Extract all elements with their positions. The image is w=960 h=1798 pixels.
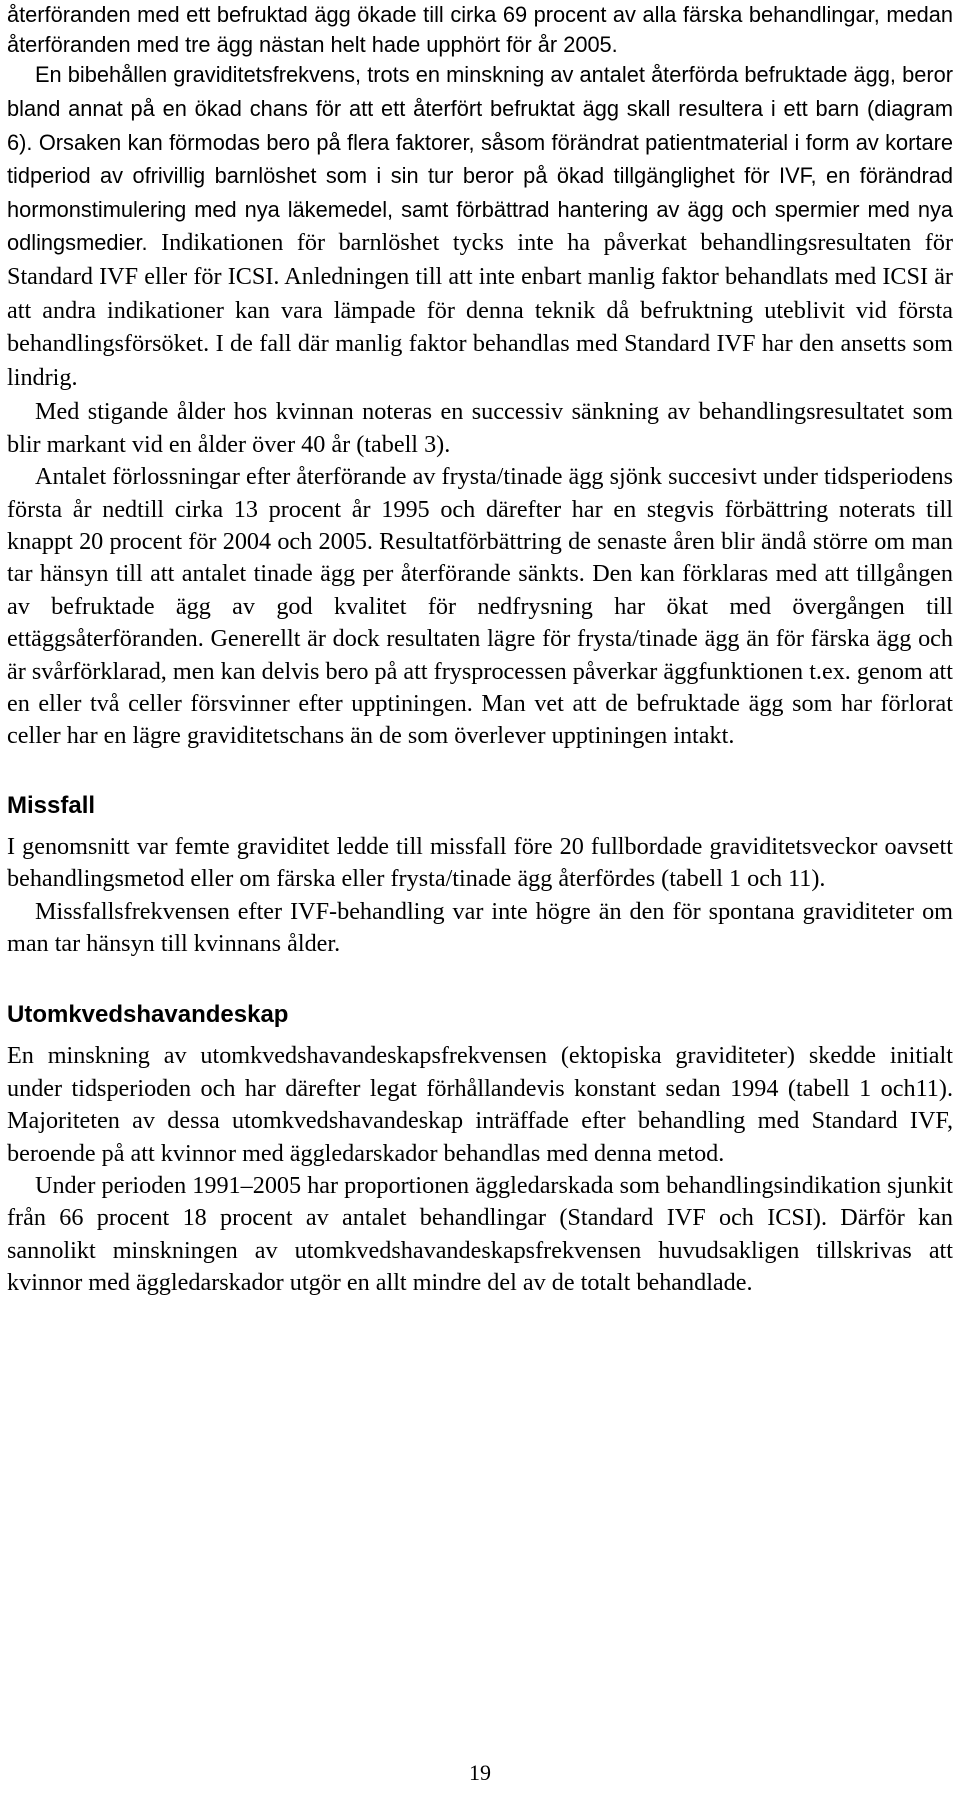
frozen-eggs-paragraph: Antalet förlossningar efter återförande av frysta/tinade ägg sjönk succesivt under tidsperiodens första år nedtill cirka 13 procent år 1995 och därefter har en stegvis förbättring noterats till knappt 20 procent för 2004 och 2005. Resultatförbättring de senaste åren blir ändå större om man tar hänsyn till att antalet tinade ägg per återförande sänkts. Den kan förklaras med att tillgången av befruktade ägg av god kvalitet för nedfrysning har ökat med övergången till ettäggsåterföranden. Generellt är dock resultaten lägre för frysta/tinade ägg än för färska ägg och är svårförklarad, men kan delvis bero på att frysprocessen påverkar äggfunktionen t.ex. genom att en eller två celler försvinner efter upptiningen. Man vet att de befruktade ägg som har förlorat celler har en lägre graviditetschans än de som överlever upptiningen intakt.	[7, 463, 953, 750]
utomkved-paragraph-1: En minskning av utomkvedshavandeskapsfrekvensen (ektopiska graviditeter) skedde initialt under tidsperioden och har därefter legat förhållandevis konstant sedan 1994 (tabell 1 och11). Majoriteten av dessa utomkvedshavandeskap inträffade efter behandling med Standard IVF, beroende på att kvinnor med äggledarskador behandlas med denna metod.	[7, 1042, 953, 1167]
document-page	[7, 0, 953, 1300]
continuation-paragraph: återföranden med ett befruktad ägg ökade till cirka 69 procent av alla färska behandlingar, medan återföranden med tre ägg nästan helt hade upphört för år 2005.	[7, 2, 953, 58]
missfall-paragraph-2: Missfallsfrekvensen efter IVF-behandling var inte högre än den för spontana graviditeter om man tar hänsyn till kvinnans ålder.	[7, 897, 953, 958]
results-paragraph-sans-part: En bibehållen graviditetsfrekvens, trots en minskning av antalet återförda befruktade ägg, beror bland annat på en ökad chans för att ett återfört befruktat ägg skall resultera i ett barn (diagram 6). Orsaken kan förmodas bero på flera faktorer, såsom förändrat patientmaterial i form av kortare tidperiod av ofrivillig barnlöshet som i sin tur beror på ökad tillgänglighet för IVF, en förändrad hormonstimulering med nya läkemedel, samt förbättrad hantering av ägg och spermier med nya odlingsmedier.	[7, 62, 953, 256]
section-heading-missfall: Missfall	[7, 791, 96, 819]
results-paragraph-serif-part: Indikationen för barnlöshet tycks inte ha påverkat behandlingsresultaten för Standard IVF eller för ICSI. Anledningen till att inte enbart manlig faktor behandlats med ICSI är att andra indikationer kan vara lämpade för denna teknik då befruktning uteblivit vid första behandlingsförsöket. I de fall där manlig faktor behandlas med Standard IVF har den ansetts som lindrig.	[7, 229, 953, 391]
utomkved-paragraph-2: Under perioden 1991–2005 har proportionen äggledarskada som behandlingsindikation sjunkit från 66 procent 18 procent av antalet behandlingar (Standard IVF och ICSI). Därför kan sannolikt minskningen av utomkvedshavandeskapsfrekvensen huvudsakligen tillskrivas att kvinnor med äggledarskador utgör en allt mindre del av de totalt behandlade.	[7, 1172, 953, 1297]
section-heading-utomkvedshavandeskap: Utomkvedshavandeskap	[7, 1001, 289, 1029]
results-paragraph	[7, 60, 953, 396]
age-paragraph: Med stigande ålder hos kvinnan noteras en successiv sänkning av behandlingsresultatet som blir markant vid en ålder över 40 år (tabell 3).	[7, 398, 953, 458]
missfall-paragraph-1: I genomsnitt var femte graviditet ledde till missfall före 20 fullbordade graviditetsveckor oavsett behandlingsmetod eller om färska eller frysta/tinade ägg återfördes (tabell 1 och 11).	[7, 832, 953, 893]
page-number: 19	[469, 1760, 491, 1785]
